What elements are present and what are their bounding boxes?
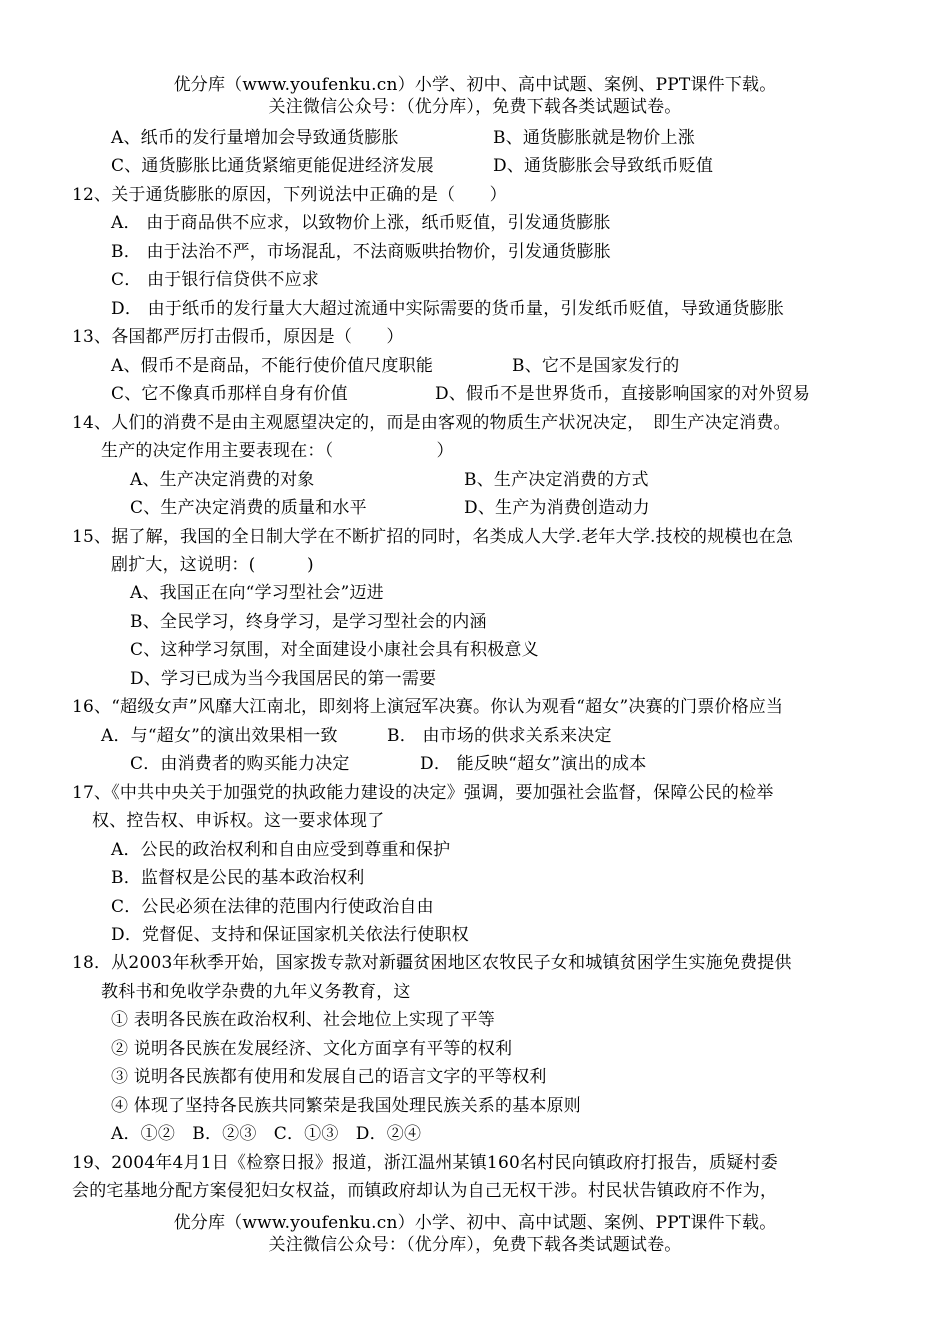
q18-stem-line-1: 18．从2003年秋季开始，国家拨专款对新疆贫困地区农牧民子女和城镇贫困学生实施免费提供 [72,953,792,973]
q15-option-c: C、这种学习氛围，对全面建设小康社会具有积极意义 [130,640,539,660]
q14-option-b: B、生产决定消费的方式 [464,470,649,490]
q11-option-c: C、通货膨胀比通货紧缩更能促进经济发展 [111,156,434,176]
q12-option-c: C． 由于银行信贷供不应求 [111,270,320,290]
q14-option-d: D、生产为消费创造动力 [464,498,650,518]
q13-option-c: C、它不像真币那样自身有价值 [111,384,348,404]
q15-option-b: B、全民学习，终身学习，是学习型社会的内涵 [130,612,487,632]
q19-line-1: 19、2004年4月1日《检察日报》报道，浙江温州某镇160名村民向镇政府打报告，质疑村委 [72,1153,778,1173]
q14-option-c: C、生产决定消费的质量和水平 [130,498,367,518]
q12-option-a: A． 由于商品供不应求，以致物价上涨，纸币贬值，引发通货膨胀 [111,213,611,233]
q12-option-d: D． 由于纸币的发行量大大超过流通中实际需要的货币量，引发纸币贬值，导致通货膨胀 [111,299,785,319]
q16-option-a: A．与“超女”的演出效果相一致 [101,726,338,746]
q13-option-a: A、假币不是商品，不能行使价值尺度职能 [111,356,434,376]
q17-option-a: A．公民的政治权利和自由应受到尊重和保护 [111,840,451,860]
q16-stem: 16、“超级女声”风靡大江南北，即刻将上演冠军决赛。你认为观看“超女”决赛的门票价格应当 [72,697,784,717]
footer-line-1: 优分库（www.youfenku.cn）小学、初中、高中试题、案例、PPT课件下载。 [173,1213,777,1233]
q17-stem-line-2: 权、控告权、申诉权。这一要求体现了 [92,811,385,831]
q11-option-a: A、纸币的发行量增加会导致通货膨胀 [111,128,399,148]
q14-stem-line-1: 14、人们的消费不是由主观愿望决定的，而是由客观的物质生产状况决定， 即生产决定消费。 [72,413,791,433]
q14-stem-line-2: 生产的决定作用主要表现在：（ ） [101,441,454,461]
q18-choices: A．①② B．②③ C．①③ D．②④ [111,1124,422,1144]
q17-option-c: C．公民必须在法律的范围内行使政治自由 [111,897,434,917]
q12-stem: 12、关于通货膨胀的原因，下列说法中正确的是（ ） [72,185,507,205]
q16-option-d: D． 能反映“超女”演出的成本 [420,754,647,774]
q16-option-c: C．由消费者的购买能力决定 [130,754,350,774]
header-line-1: 优分库（www.youfenku.cn）小学、初中、高中试题、案例、PPT课件下载。 [173,75,777,95]
q18-statement-3: ③ 说明各民族都有使用和发展自己的语言文字的平等权利 [111,1067,547,1087]
q14-option-a: A、生产决定消费的对象 [130,470,315,490]
q15-option-d: D、学习已成为当今我国居民的第一需要 [130,669,437,689]
q15-option-a: A、我国正在向“学习型社会”迈进 [130,583,384,603]
q17-option-d: D．党督促、支持和保证国家机关依法行使职权 [111,925,469,945]
q11-option-d: D、通货膨胀会导致纸币贬值 [493,156,714,176]
q18-stem-line-2: 教科书和免收学杂费的九年义务教育，这 [101,982,411,1002]
q15-stem-line-2: 剧扩大，这说明：( ) [111,555,314,575]
q17-option-b: B．监督权是公民的基本政治权利 [111,868,365,888]
q12-option-b: B． 由于法治不严，市场混乱，不法商贩哄抬物价，引发通货膨胀 [111,242,611,262]
q13-option-b: B、它不是国家发行的 [512,356,680,376]
q18-statement-4: ④ 体现了坚持各民族共同繁荣是我国处理民族关系的基本原则 [111,1096,582,1116]
q13-stem: 13、各国都严厉打击假币，原因是（ ） [72,327,404,347]
q15-stem-line-1: 15、据了解，我国的全日制大学在不断扩招的同时，名类成人大学.老年大学.技校的规模也在急 [72,527,794,547]
q13-option-d: D、假币不是世界货币，直接影响国家的对外贸易 [435,384,811,404]
q16-option-b: B． 由市场的供求关系来决定 [387,726,612,746]
header-line-2: 关注微信公众号：（优分库），免费下载各类试题试卷。 [268,97,682,117]
footer-line-2: 关注微信公众号：（优分库），免费下载各类试题试卷。 [268,1235,682,1255]
q18-statement-2: ② 说明各民族在发展经济、文化方面享有平等的权利 [111,1039,513,1059]
q18-statement-1: ① 表明各民族在政治权利、社会地位上实现了平等 [111,1010,496,1030]
q11-option-b: B、通货膨胀就是物价上涨 [493,128,695,148]
q19-line-2: 会的宅基地分配方案侵犯妇女权益，而镇政府却认为自己无权干涉。村民状告镇政府不作为， [72,1181,778,1201]
q17-stem-line-1: 17、《中共中央关于加强党的执政能力建设的决定》强调，要加强社会监督，保障公民的检举 [72,783,774,803]
